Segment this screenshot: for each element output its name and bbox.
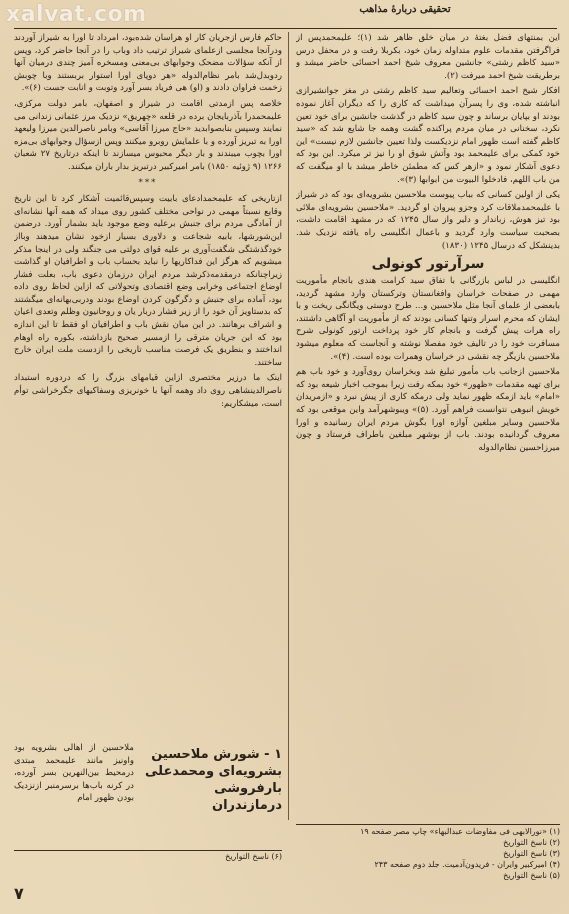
paragraph: ملاحسین ازجانب باب مأمور تبلیغ شد وبخراسان روی‌آورد و خود باب هم برای تهیه مقدمات «ظهور» خود بمکه رفت زیرا بموجب اخبار شیعه بود که «امام» باید ازمکه ظهور نماید ولی درمکه کاری از پیش نبرد و «ازمریدان خویش انبوهی نتوانست فراهم آورد. (۵)» ویبوشهرآمد واین موقعی بود که ملاحسین وسایر مبلغین آوازه اورا بگوش مردم ایران رسانیده و اورا معروف گردانیده بودند. باب از بوشهر مبلغین باطراف فرستاد و چون میرزاحسین نظام‌الدوله — [296, 367, 560, 453]
footnote: (۵) ناسخ التواریخ — [503, 871, 560, 880]
section-title-block — [140, 740, 282, 846]
footnote: (۱) «نورالابهی فی مفاوضات عبدالبهاء» چاپ مصر صفحه ۱۹ — [360, 827, 560, 836]
site-watermark: xalvat.com — [6, 2, 147, 27]
paragraph: انگلیسی در لباس بازرگانی با تفاق سید کرامت هندی بانجام مأموریت مهمی در صفحات خراسان وافغانستان وترکستان وارد مشهد گردید، بابعضی از علمای آنجا مثل ملاحسین و... طرح دوستی ویگانگی ریخت و با ایشان که محرم اسرار وتنها کسانی بودند که از مأموریت او آگاهی داشتند، راه هرات پیش گرفت و بانجام کار خود پرداخت ارتور کونولی شرح مسافرت خود را در تالیف خود مفصلا نوشته و آنجاست که معلوم میشود ملاحسین بازیگر چه نقشی در خراسان وهمرات بوده است. (۴)». — [296, 276, 560, 362]
footnote: (۳) ناسخ التواریخ — [503, 849, 560, 858]
footnotes — [296, 826, 560, 881]
highlighted-name: سرآرتور کونولی — [371, 256, 485, 273]
paragraph: ملاحسین از اهالی بشرویه بود واونیز مانند علیمحمد مبتدی درمحیط بین‌النهرین بسر آورده، در کرنه باب‌ها برسرمنبر ازنزدیک بودن ظهور امام — [14, 743, 134, 804]
footnote: (۴) امیرکبیر وایران - فریدون‌آدمیت. جلد دوم صفحه ۲۴۳ — [374, 860, 560, 869]
right-column — [296, 32, 560, 820]
footnote: (۶) ناسخ التواریخ — [225, 852, 282, 861]
section-intro — [14, 742, 134, 846]
paragraph: خلاصه پس ازمدتی اقامت در شیراز و اصفهان، بامر دولت مرکزی، علیمحمدرا بآذربایجان برده در قلعه «چهریق» نزدیک مرز عثمانی زندانی می نمایند وسپس بنابصوابدید «حاج میرزا آقاسی» وبامر ناصرالدین میرزا ولیعهد اورا به تبریز آورده و با علمایش روبرو میکنند وپس ازسؤال وجوابهای بی‌مزه اورا بچوب میبندند و بار دیگر محبوس میسازند تا اینکه درتاریخ ۲۷ شعبان ۱۲۶۶ (۹ ژوئیه ۱۸۵۰) بامر امیرکبیر درتبریز بدار باران میکنند. — [14, 98, 282, 172]
left-column — [14, 32, 282, 732]
footnote-rule — [14, 850, 282, 851]
paragraph: افکار شیخ احمد احسائی وتعالیم سید کاظم رشتی در مغز جوانشیرازی انباشته شده، وی را پسرآن میداشت که کاری را که دیگران آغاز نموده بودند او بپایان برساند و چون سید کاظم در گذشت جانشین برای خود تعین نکرد، سخنانی در میان مردم پراکنده گشت وهمه جا شایع شد که «سید کاظم گفته است ظهور امام نزدیکست ولذا تعیین جانشین لازم نیست» این خود کمکی برای علیمحمد بود وآتش شوق او را نیز تر میکرد. این بود که دعوی آشکار نمود و «ازهر کس که مطمئن خاطر میشد با او میگفت که من باب اللهم، فادخلوا البیوت من ابوابها (۳)». — [296, 86, 560, 185]
paragraph: یکی از اولین کسانی که بباب پیوست ملاحسین بشرویه‌ای بود که در شیراز با علیمحمدملاقات کرد وجزو پیروان او گردید. «ملاحسین بشرویه‌ای ملائی بود تیز هوش، زباندار و دلیر واز سال ۱۲۴۵ که در مشهد اقامت داشت، بصحبت سیاست وارد گردید و باعمال انگلیسی راه یافته نزدیک شد. بدینشکل که درسال ۱۲۴۵ (۱۸۳۰) — [296, 190, 560, 251]
footnote-rule — [296, 824, 560, 825]
column-divider — [288, 32, 289, 820]
running-head: تحقیقی دربارهٔ مذاهب — [359, 4, 451, 15]
paragraph: ازتاریخی که علیمحمدادعای بابیت وسپس‌قائمیت آشکار کرد تا این تاریخ وقایع نسبتاً مهمی در نواحی مختلف کشور روی میداد که همه آنها نشانه‌ای از آمادگی مردم برای جنبش برعلیه وضع موجود باید بشمار آورد. درضمن این‌شورشها، بابیه شجاعت و دلاوری بسیار ازخود نشان میدهند وبااز خودگذشتگی شگفت‌آوری بر علیه قوای دولتی می جنگند ولی در اینجا مذکر میشویم که هرگز این فداکاریها را نباید بحساب باب و اطرافیان او گذاشت زیراچنانکه درمقدمه‌ذکرشد مردم ایران درزمان دعوی باب، بعلت فشار اوضاع اجتماعی وخرابی وضع اقتصادی وتحولاتی که ازاین لحاظ روی داده بود، آماده برای جنبش و دگرگون کردن اوضاع بودند ودربی‌بهانه‌ای میگشتند که بدستاویز آن خود را از زیر فشار دربار یان و روحانیون وظلم وتعدی اعیان و اشراف برهانند. در این میان نقش باب و اطرافیان او فقط تا این اندازه بود که این جریان مترقی را ازمسیر صحیح بازداشته، بکوره راه اوهام انداختند و بنطریق یک فرصت مناسب تاریخی را ازدست ملت ایران خارج ساختند. — [14, 194, 282, 368]
paragraph: اینک ما درزیر مختصری ازاین قیامهای بزرگ را که دردوره استبداد ناصرالدینشاهی روی داد وهمه آنها با خونریزی وسفاکیهای جگرخراشی توأم است، میشکاریم: — [14, 373, 282, 409]
footnote: (۲) ناسخ التواریخ — [503, 838, 560, 847]
page-number: ۷ — [14, 884, 24, 903]
paragraph: این بمنتهای فضل بغتهٔ در میان خلق ظاهر شد (۱)؛ علیمحمدپس از فراگرفتن مقدمات علوم متداوله زمان خود، بکربلا رفت و در محفل درس «سید کاظم رشتی» جانشین معروف شیخ احمد احسائی حاضر میشد و برطریقت شیخ احمد میرفت (۲). — [296, 33, 560, 81]
header-rule — [14, 28, 557, 29]
section-title: ۱ - شورش ملاحسین بشرویه‌ای ومحمدعلی بارفروشی درمازندران — [144, 747, 282, 813]
paragraph: حاکم فارس ازجریان کار او هراسان شده‌بود، امرداد تا اورا به شیراز آوردند ودرآنجا مجلسی ازعلمای شیراز ترتیب داد وباب را در آنجا حاضر کرد، وپس از آنکه سؤالات مضحک وجوابهای بی‌معنی ومسخره آمیز چندی درمیان آنها ردوبدل‌شد بامر نظام‌الدوله «هر دوپای اورا استوار بربستند وبا چوبش زخمت فراوان دادند و (او) هی فریاد بسر آورد وتوبت و انابت جست (۶)». — [14, 33, 282, 94]
section-separator: *** — [138, 177, 158, 188]
